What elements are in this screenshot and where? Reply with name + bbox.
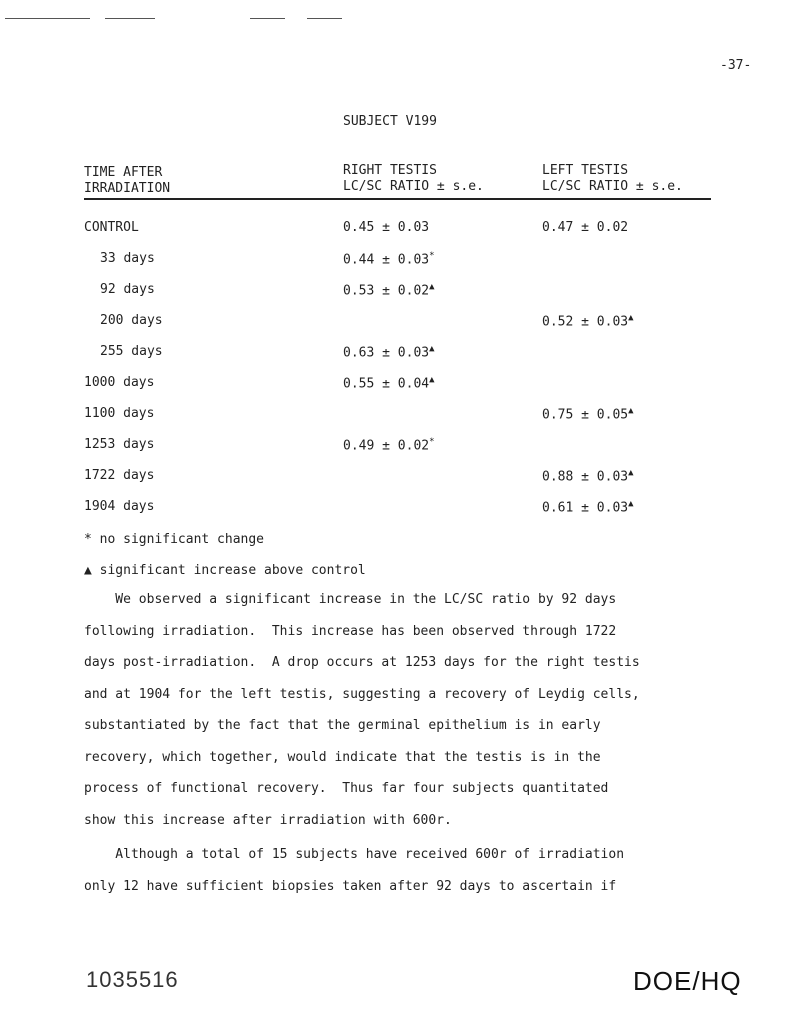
right-ratio-cell: 0.49 ± 0.02* xyxy=(343,437,435,454)
table-row xyxy=(0,220,789,240)
significance-mark: * xyxy=(429,251,435,261)
doe-hq-stamp: DOE/HQ xyxy=(633,966,742,996)
left-ratio-cell: 0.47 ± 0.02 xyxy=(542,220,629,235)
time-cell: 1000 days xyxy=(84,375,155,390)
scan-artifact-line xyxy=(5,18,90,19)
right-ratio-cell: 0.44 ± 0.03* xyxy=(343,251,435,268)
left-ratio-cell: 0.52 ± 0.03▲ xyxy=(542,313,634,330)
paragraph-line: We observed a significant increase in the LC/SC ratio by 92 days xyxy=(84,592,617,607)
significance-mark: ▲ xyxy=(429,282,435,292)
footnote-no-change: * no significant change xyxy=(84,532,265,547)
scan-artifact-line xyxy=(105,18,155,19)
significance-mark: ▲ xyxy=(429,375,435,385)
footnote-increase: ▲ significant increase above control xyxy=(84,563,366,578)
scan-artifact-line xyxy=(307,18,342,19)
right-ratio-cell: 0.45 ± 0.03 xyxy=(343,220,430,235)
table-row xyxy=(0,375,789,395)
subject-title: SUBJECT V199 xyxy=(343,114,437,129)
time-cell: 1100 days xyxy=(84,406,155,421)
header-line: TIME AFTER xyxy=(84,165,163,180)
significance-mark: ▲ xyxy=(628,313,634,323)
header-line: IRRADIATION xyxy=(84,181,171,196)
table-row xyxy=(0,251,789,271)
time-cell: 92 days xyxy=(100,282,155,297)
table-rule xyxy=(84,198,711,200)
time-cell: 255 days xyxy=(100,344,163,359)
table-row xyxy=(0,437,789,457)
left-ratio-cell: 0.88 ± 0.03▲ xyxy=(542,468,634,485)
significance-mark: * xyxy=(429,437,435,447)
time-cell: 200 days xyxy=(100,313,163,328)
table-row xyxy=(0,499,789,519)
time-cell: 1904 days xyxy=(84,499,155,514)
right-ratio-cell: 0.55 ± 0.04▲ xyxy=(343,375,435,392)
header-line: LEFT TESTIS xyxy=(542,163,629,178)
right-ratio-cell: 0.63 ± 0.03▲ xyxy=(343,344,435,361)
header-line: RIGHT TESTIS xyxy=(343,163,437,178)
header-left-testis xyxy=(542,163,683,195)
paragraph-line: and at 1904 for the left testis, suggesting a recovery of Leydig cells, xyxy=(84,686,640,702)
right-ratio-cell: 0.53 ± 0.02▲ xyxy=(343,282,435,299)
table-row xyxy=(0,406,789,426)
paragraph-line: following irradiation. This increase has been observed through 1722 xyxy=(84,623,617,639)
paragraph-line: Although a total of 15 subjects have received 600r of irradiation xyxy=(84,847,625,862)
paragraph-line: substantiated by the fact that the germinal epithelium is in early xyxy=(84,718,601,733)
significance-mark: ▲ xyxy=(628,406,634,416)
left-ratio-cell: 0.75 ± 0.05▲ xyxy=(542,406,634,423)
header-line: LC/SC RATIO ± s.e. xyxy=(542,179,683,194)
time-cell: 33 days xyxy=(100,251,155,266)
header-right-testis xyxy=(343,163,484,195)
table-row xyxy=(0,313,789,333)
time-cell: 1722 days xyxy=(84,468,155,483)
header-time xyxy=(84,165,170,197)
time-cell: CONTROL xyxy=(84,220,139,235)
scan-artifact-line xyxy=(250,18,285,19)
table-row xyxy=(0,468,789,488)
significance-mark: ▲ xyxy=(429,344,435,354)
significance-mark: ▲ xyxy=(628,499,634,509)
table-row xyxy=(0,282,789,302)
paragraph-line: only 12 have sufficient biopsies taken after 92 days to ascertain if xyxy=(84,878,617,894)
header-line: LC/SC RATIO ± s.e. xyxy=(343,179,484,194)
page-number: -37- xyxy=(720,58,752,73)
significance-mark: ▲ xyxy=(628,468,634,478)
paragraph-line: show this increase after irradiation with 600r. xyxy=(84,812,452,828)
paragraph-line: days post-irradiation. A drop occurs at 1253 days for the right testis xyxy=(84,655,640,670)
paragraph-line: process of functional recovery. Thus far four subjects quantitated xyxy=(84,781,609,796)
time-cell: 1253 days xyxy=(84,437,155,452)
left-ratio-cell: 0.61 ± 0.03▲ xyxy=(542,499,634,516)
document-number: 1035516 xyxy=(86,967,179,992)
paragraph-line: recovery, which together, would indicate that the testis is in the xyxy=(84,749,601,765)
table-row xyxy=(0,344,789,364)
